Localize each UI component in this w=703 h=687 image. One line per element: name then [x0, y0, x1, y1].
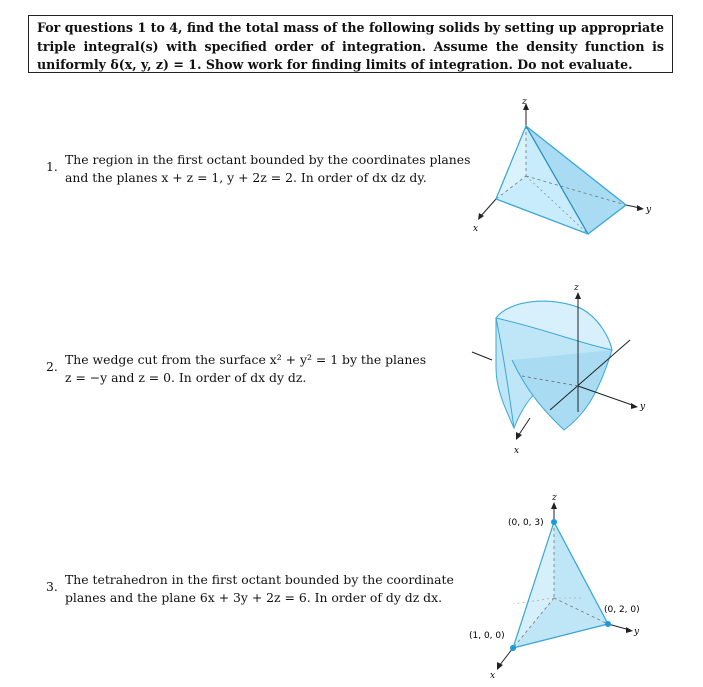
question-2-line-2: z = −y and z = 0. In order of dx dy dz.: [65, 370, 307, 385]
instructions-box: [28, 15, 673, 73]
question-1-number: 1.: [46, 159, 58, 174]
question-2-line-1: The wedge cut from the surface x² + y² = 1 by the planes: [65, 352, 427, 367]
figure-1-triangular-solid: [466, 92, 666, 242]
figure-3-tetrahedron: [466, 492, 666, 684]
figure-3-point-z: (0, 0, 3): [508, 518, 544, 528]
question-1-line-1: The region in the first octant bounded by the coordinates planes: [65, 152, 471, 167]
question-2-number: 2.: [46, 359, 58, 374]
figure-3-x-label: x: [490, 671, 496, 681]
question-2-text: [65, 351, 465, 387]
figure-2-wedge: [470, 278, 670, 458]
figure-3-y-label: y: [634, 627, 640, 637]
figure-1-z-label: z: [522, 97, 527, 107]
figure-2-y-label: y: [640, 402, 646, 412]
figure-1-x-label: x: [473, 224, 479, 234]
figure-3-point-x: (1, 0, 0): [469, 631, 505, 641]
figure-2-x-label: x: [514, 446, 520, 456]
question-3-number: 3.: [46, 579, 58, 594]
question-3-line-1: The tetrahedron in the first octant bounded by the coordinate: [65, 572, 454, 587]
question-1-line-2: and the planes x + z = 1, y + 2z = 2. In order of dx dz dy.: [65, 170, 427, 185]
figure-3-point-y: (0, 2, 0): [604, 605, 640, 615]
instructions-line-1: For questions 1 to 4, find the total mass of the following solids by setting up appropriate: [37, 20, 664, 35]
question-1-text: [65, 151, 471, 187]
instructions-line-3: uniformly δ(x, y, z) = 1. Show work for finding limits of integration. Do not evaluate.: [37, 57, 633, 72]
question-3-text: [65, 571, 465, 607]
instructions-line-2: triple integral(s) with specified order of integration. Assume the density function is: [37, 38, 664, 54]
figure-1-y-label: y: [646, 205, 652, 215]
figure-3-z-label: z: [552, 493, 557, 503]
question-3-line-2: planes and the plane 6x + 3y + 2z = 6. In order of dy dz dx.: [65, 590, 443, 605]
figure-2-z-label: z: [574, 283, 579, 293]
